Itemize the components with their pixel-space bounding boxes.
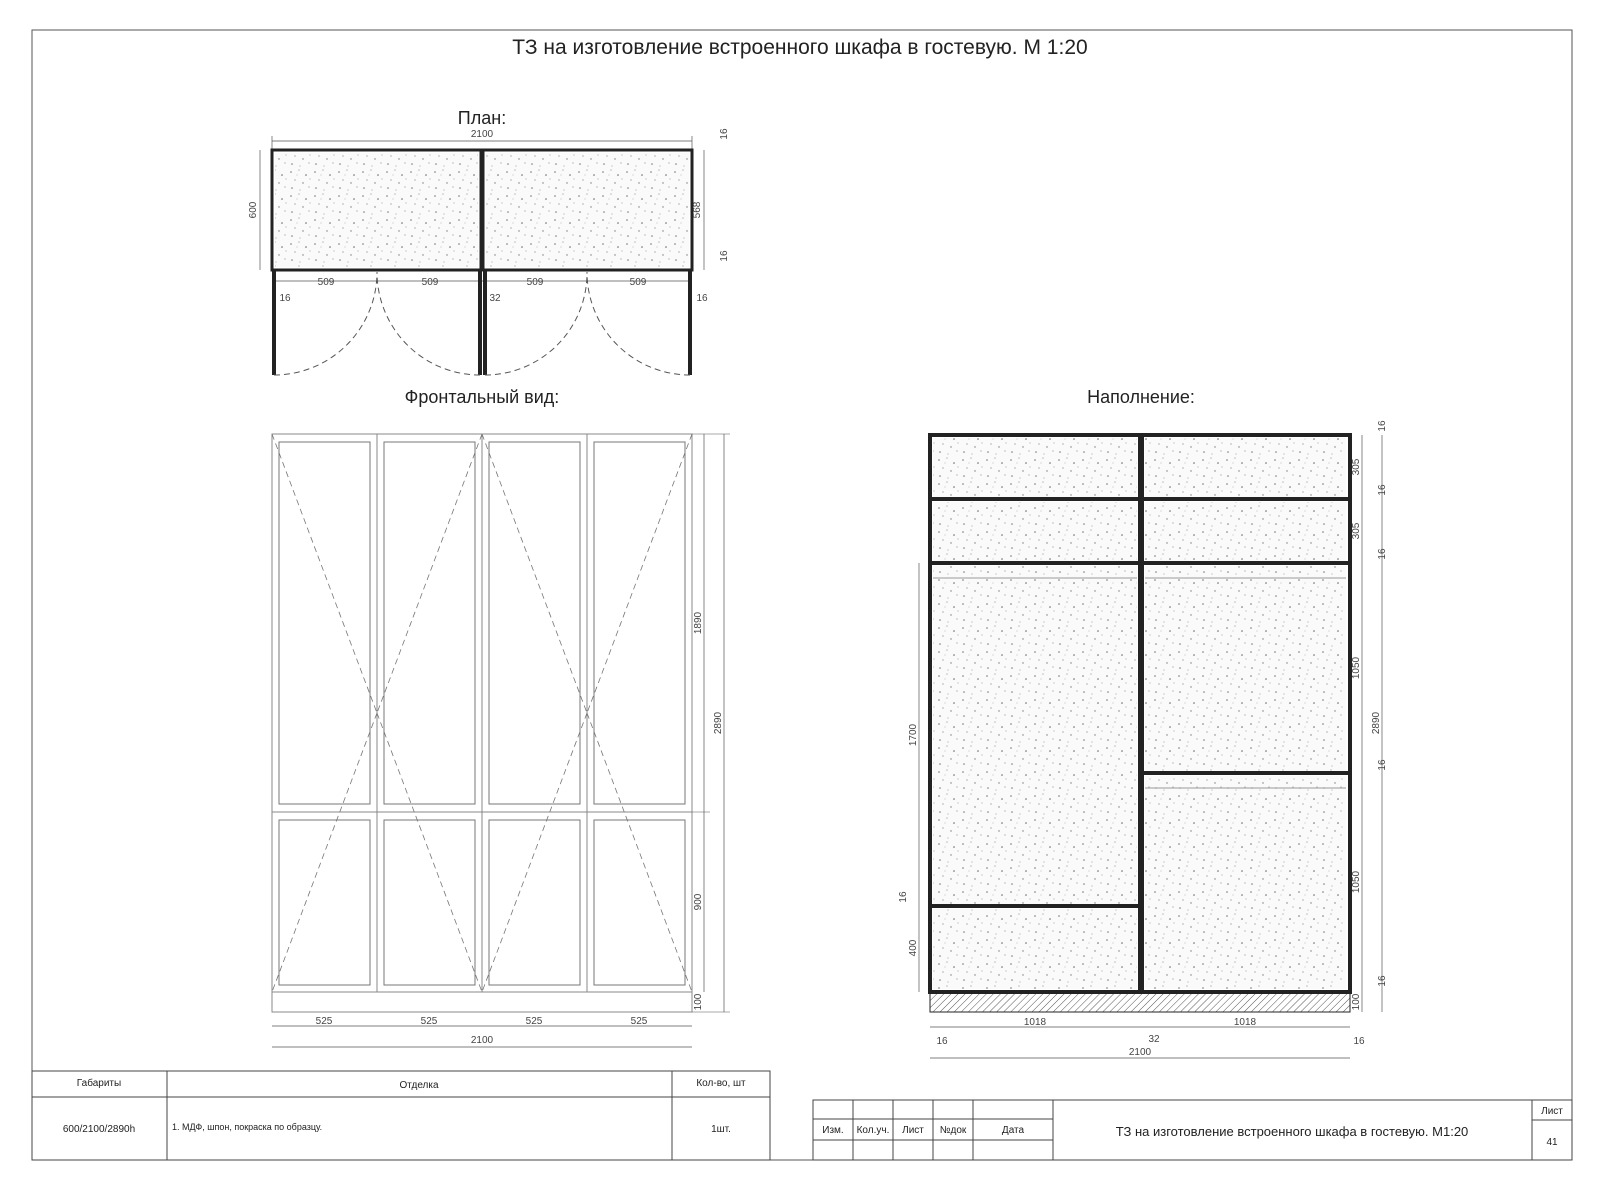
plan-panel-dim-bottom: 16 [719,250,730,262]
filling-panel-dim-3: 16 [1377,548,1388,560]
spec-header-finish: Отделка [399,1080,439,1091]
filling-top-shelf-dim-2: 305 [1351,522,1362,540]
spec-cell-size: 600/2100/2890h [62,1124,136,1135]
stamp-col-list: Лист [902,1125,924,1136]
filling-right-panel-bottom: 16 [1353,1036,1365,1047]
filling-section-dim-1: 1050 [1351,656,1362,680]
stamp-sheet-number: 41 [1546,1137,1558,1148]
front-width-dim: 2100 [470,1035,494,1046]
front-height-dim: 2890 [713,711,724,735]
front-door-width-4: 525 [630,1016,648,1027]
filling-panel-dim-5: 16 [1377,975,1388,987]
spec-table [32,1071,770,1160]
filling-top-shelf-dim-1: 305 [1351,458,1362,476]
plan-door-dim-3: 509 [526,277,544,288]
front-lower-dim: 900 [693,893,704,911]
front-view [272,387,730,1047]
front-upper-dim: 1890 [693,611,704,635]
title-block [813,1100,1572,1160]
plan-door-dim-1: 509 [317,277,335,288]
stamp-col-ndok: №док [939,1125,967,1136]
filling-panel-dim-2: 16 [1377,484,1388,496]
plan-view [248,108,730,375]
spec-cell-qty: 1шт. [711,1124,731,1135]
filling-panel-dim-4: 16 [1377,759,1388,771]
filling-height-dim: 2890 [1371,711,1382,735]
plan-right-bay [486,153,689,267]
plan-left-bay [275,153,478,267]
filling-plinth [930,992,1350,1012]
filling-left-tall-dim: 1700 [908,723,919,747]
front-plinth-dim: 100 [693,993,704,1011]
spec-cell-finish: 1. МДФ, шпон, покраска по образцу. [172,1122,323,1132]
filling-label: Наполнение: [1087,387,1195,407]
stamp-col-izm: Изм. [822,1125,844,1136]
spec-header-qty: Кол-во, шт [696,1078,746,1089]
plan-label: План: [457,108,507,128]
plan-inner-depth-dim: 568 [692,201,703,219]
filling-panel-dim-1: 16 [1377,420,1388,432]
plan-door-dim-4: 509 [629,277,647,288]
filling-left-low-dim: 400 [908,939,919,957]
filling-plinth-dim: 100 [1351,993,1362,1011]
plan-center-dim: 32 [489,293,501,304]
stamp-col-date: Дата [1001,1125,1025,1136]
filling-section-dim-2: 1050 [1351,870,1362,894]
filling-width-dim: 2100 [1128,1047,1152,1058]
filling-view [898,387,1388,1058]
stamp-col-koluch: Кол.уч. [856,1125,890,1136]
plan-depth-dim: 600 [248,201,259,219]
sheet-title: ТЗ на изготовление встроенного шкафа в гостевую. М 1:20 [512,36,1088,59]
stamp-sheet-label: Лист [1541,1106,1563,1117]
plan-left-panel-dim: 16 [279,293,291,304]
front-door-width-1: 525 [315,1016,333,1027]
filling-center-dim: 32 [1148,1034,1160,1045]
plan-right-panel-dim: 16 [696,293,708,304]
plan-panel-dim-top: 16 [719,128,730,140]
filling-left-panel-bottom: 16 [936,1036,948,1047]
plan-door-dim-2: 509 [421,277,439,288]
filling-left-panel-dim: 16 [898,891,909,903]
front-door-width-2: 525 [420,1016,438,1027]
spec-header-size: Габариты [76,1078,122,1089]
plan-width-dim: 2100 [470,129,494,140]
filling-bay-dim-2: 1018 [1233,1017,1257,1028]
filling-bay-dim-1: 1018 [1023,1017,1047,1028]
front-door-width-3: 525 [525,1016,543,1027]
stamp-title: ТЗ на изготовление встроенного шкафа в гостевую. М1:20 [1115,1124,1469,1139]
front-label: Фронтальный вид: [404,387,560,407]
